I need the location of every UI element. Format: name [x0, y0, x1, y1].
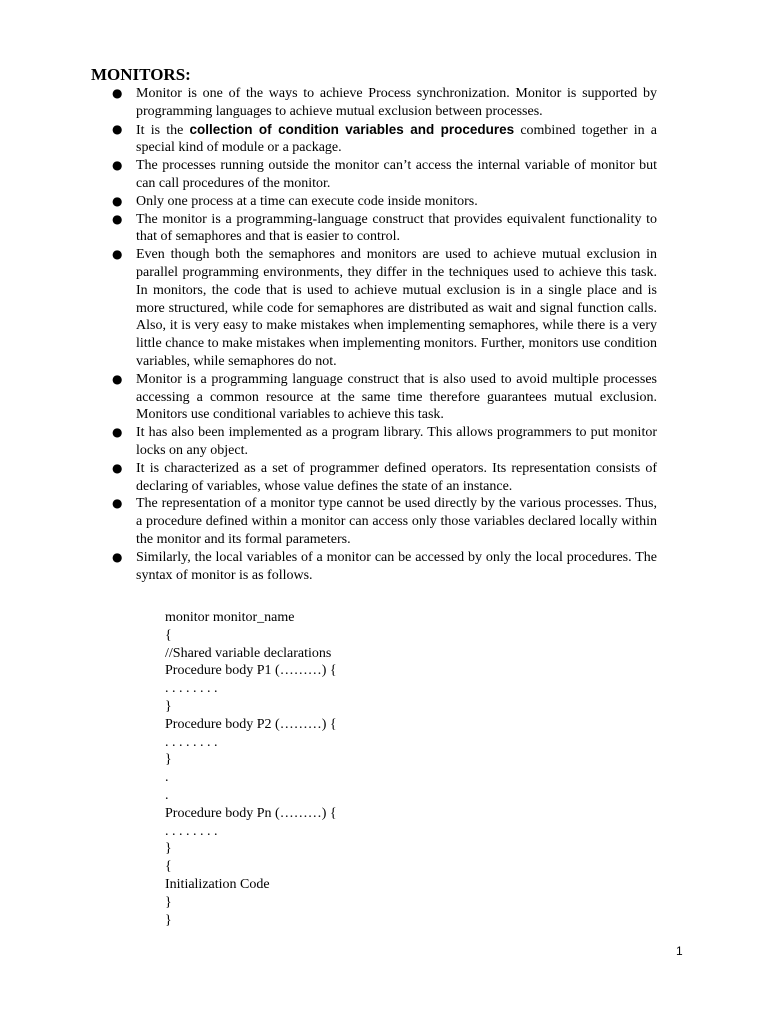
bullet-text-pre: Only one process at a time can execute code inside monitors. — [136, 193, 478, 209]
bullet-text — [136, 496, 657, 547]
bullet-dot-icon: ● — [112, 460, 123, 475]
code-line: //Shared variable declarations — [165, 645, 332, 661]
bullet-item — [0, 460, 657, 496]
bullet-text-pre: It is characterized as a set of programmer defined operators. Its representation consists of declaring of variables, whose value defines the state of an instance. — [136, 460, 657, 494]
bullet-item — [0, 549, 657, 585]
page-number: 1 — [676, 944, 683, 958]
bullet-dot-icon: ● — [112, 496, 123, 511]
bullet-item — [0, 424, 657, 460]
bullet-text — [136, 123, 657, 156]
bullet-text — [136, 425, 657, 458]
bullet-text — [136, 212, 657, 245]
bullet-text — [136, 550, 657, 583]
bullet-dot-icon: ● — [112, 371, 123, 386]
bullet-dot-icon: ● — [112, 121, 123, 136]
bullet-text-pre: The monitor is a programming-language construct that provides equivalent functionality to that of semaphores and that is easier to control. — [136, 211, 657, 245]
code-block — [165, 609, 337, 929]
code-line: . — [165, 787, 169, 803]
bullet-item — [0, 246, 657, 371]
bullet-dot-icon: ● — [112, 425, 123, 440]
bullet-text-pre: Even though both the semaphores and monitors are used to achieve mutual exclusion in parallel programming environments, they differ in the techniques used to achieve this task. In monitors, the code that is used to achieve mutual exclusion is in a single place and is more structured, while code for semaphores are distributed as wait and signal function calls. Also, it is very easy to make mistakes when implementing semaphores, while there is a very little chance to make mistakes when implementing monitors. Further, monitors use condition variables, while semaphores do not. — [136, 247, 657, 369]
code-line: } — [165, 698, 172, 714]
bullet-dot-icon: ● — [112, 158, 123, 173]
code-line: monitor monitor_name — [165, 610, 295, 625]
code-line: } — [165, 752, 172, 768]
section-heading: MONITORS: — [91, 65, 191, 84]
bullet-item — [0, 371, 657, 424]
bullet-text-bold: collection of condition variables and procedures — [189, 121, 515, 137]
code-line: . — [165, 770, 169, 786]
bullet-text — [136, 461, 657, 494]
bullet-dot-icon: ● — [112, 211, 123, 226]
bullet-text — [136, 194, 478, 209]
code-line: { — [165, 627, 172, 643]
code-line: } — [165, 912, 172, 928]
bullet-item — [0, 193, 657, 211]
bullet-text-pre: The representation of a monitor type cannot be used directly by the various processes. Thus, a procedure defined within a monitor can access only those variables declared locally within the monitor and its formal parameters. — [136, 496, 657, 547]
code-line: . . . . . . . . — [165, 823, 218, 839]
code-line: { — [165, 859, 172, 875]
code-line: . . . . . . . . — [165, 681, 218, 697]
bullet-text — [136, 158, 657, 191]
code-line: Procedure body P2 (………) { — [165, 716, 337, 732]
bullet-dot-icon: ● — [112, 86, 123, 100]
bullet-list — [0, 85, 768, 584]
code-line: Procedure body P1 (………) { — [165, 663, 337, 679]
bullet-item — [0, 85, 657, 121]
bullet-text-pre: Monitor is one of the ways to achieve Process synchronization. Monitor is supported by programming languages to achieve mutual exclusion between processes. — [136, 86, 657, 119]
bullet-text-pre: It is the — [136, 122, 190, 138]
bullet-dot-icon: ● — [112, 549, 123, 564]
bullet-text-post: combined together in a special kind of module or a package. — [136, 122, 658, 156]
bullet-dot-icon: ● — [112, 247, 123, 262]
code-line: } — [165, 841, 172, 857]
bullet-text-pre: The processes running outside the monitor can’t access the internal variable of monitor but can call procedures of the monitor. — [136, 158, 657, 191]
bullet-text — [136, 86, 657, 119]
bullet-item — [0, 121, 657, 158]
bullet-text — [136, 247, 657, 369]
code-line: . . . . . . . . — [165, 734, 218, 750]
code-line: Initialization Code — [165, 876, 270, 892]
bullet-text-pre: Monitor is a programming language construct that is also used to avoid multiple processes accessing a common resource at the same time therefore guarantees mutual exclusion. Monitors use conditional variables to achieve this task. — [136, 371, 657, 423]
bullet-text — [136, 372, 657, 423]
bullet-item — [0, 495, 657, 548]
code-line: Procedure body Pn (………) { — [165, 805, 337, 821]
bullet-item — [0, 157, 657, 193]
bullet-text-pre: Similarly, the local variables of a monitor can be accessed by only the local procedures. The syntax of monitor is as follows. — [136, 549, 657, 583]
bullet-item — [0, 211, 657, 247]
bullet-text-pre: It has also been implemented as a program library. This allows programmers to put monitor locks on any object. — [136, 425, 657, 458]
code-line: } — [165, 894, 172, 910]
bullet-dot-icon: ● — [112, 193, 123, 208]
